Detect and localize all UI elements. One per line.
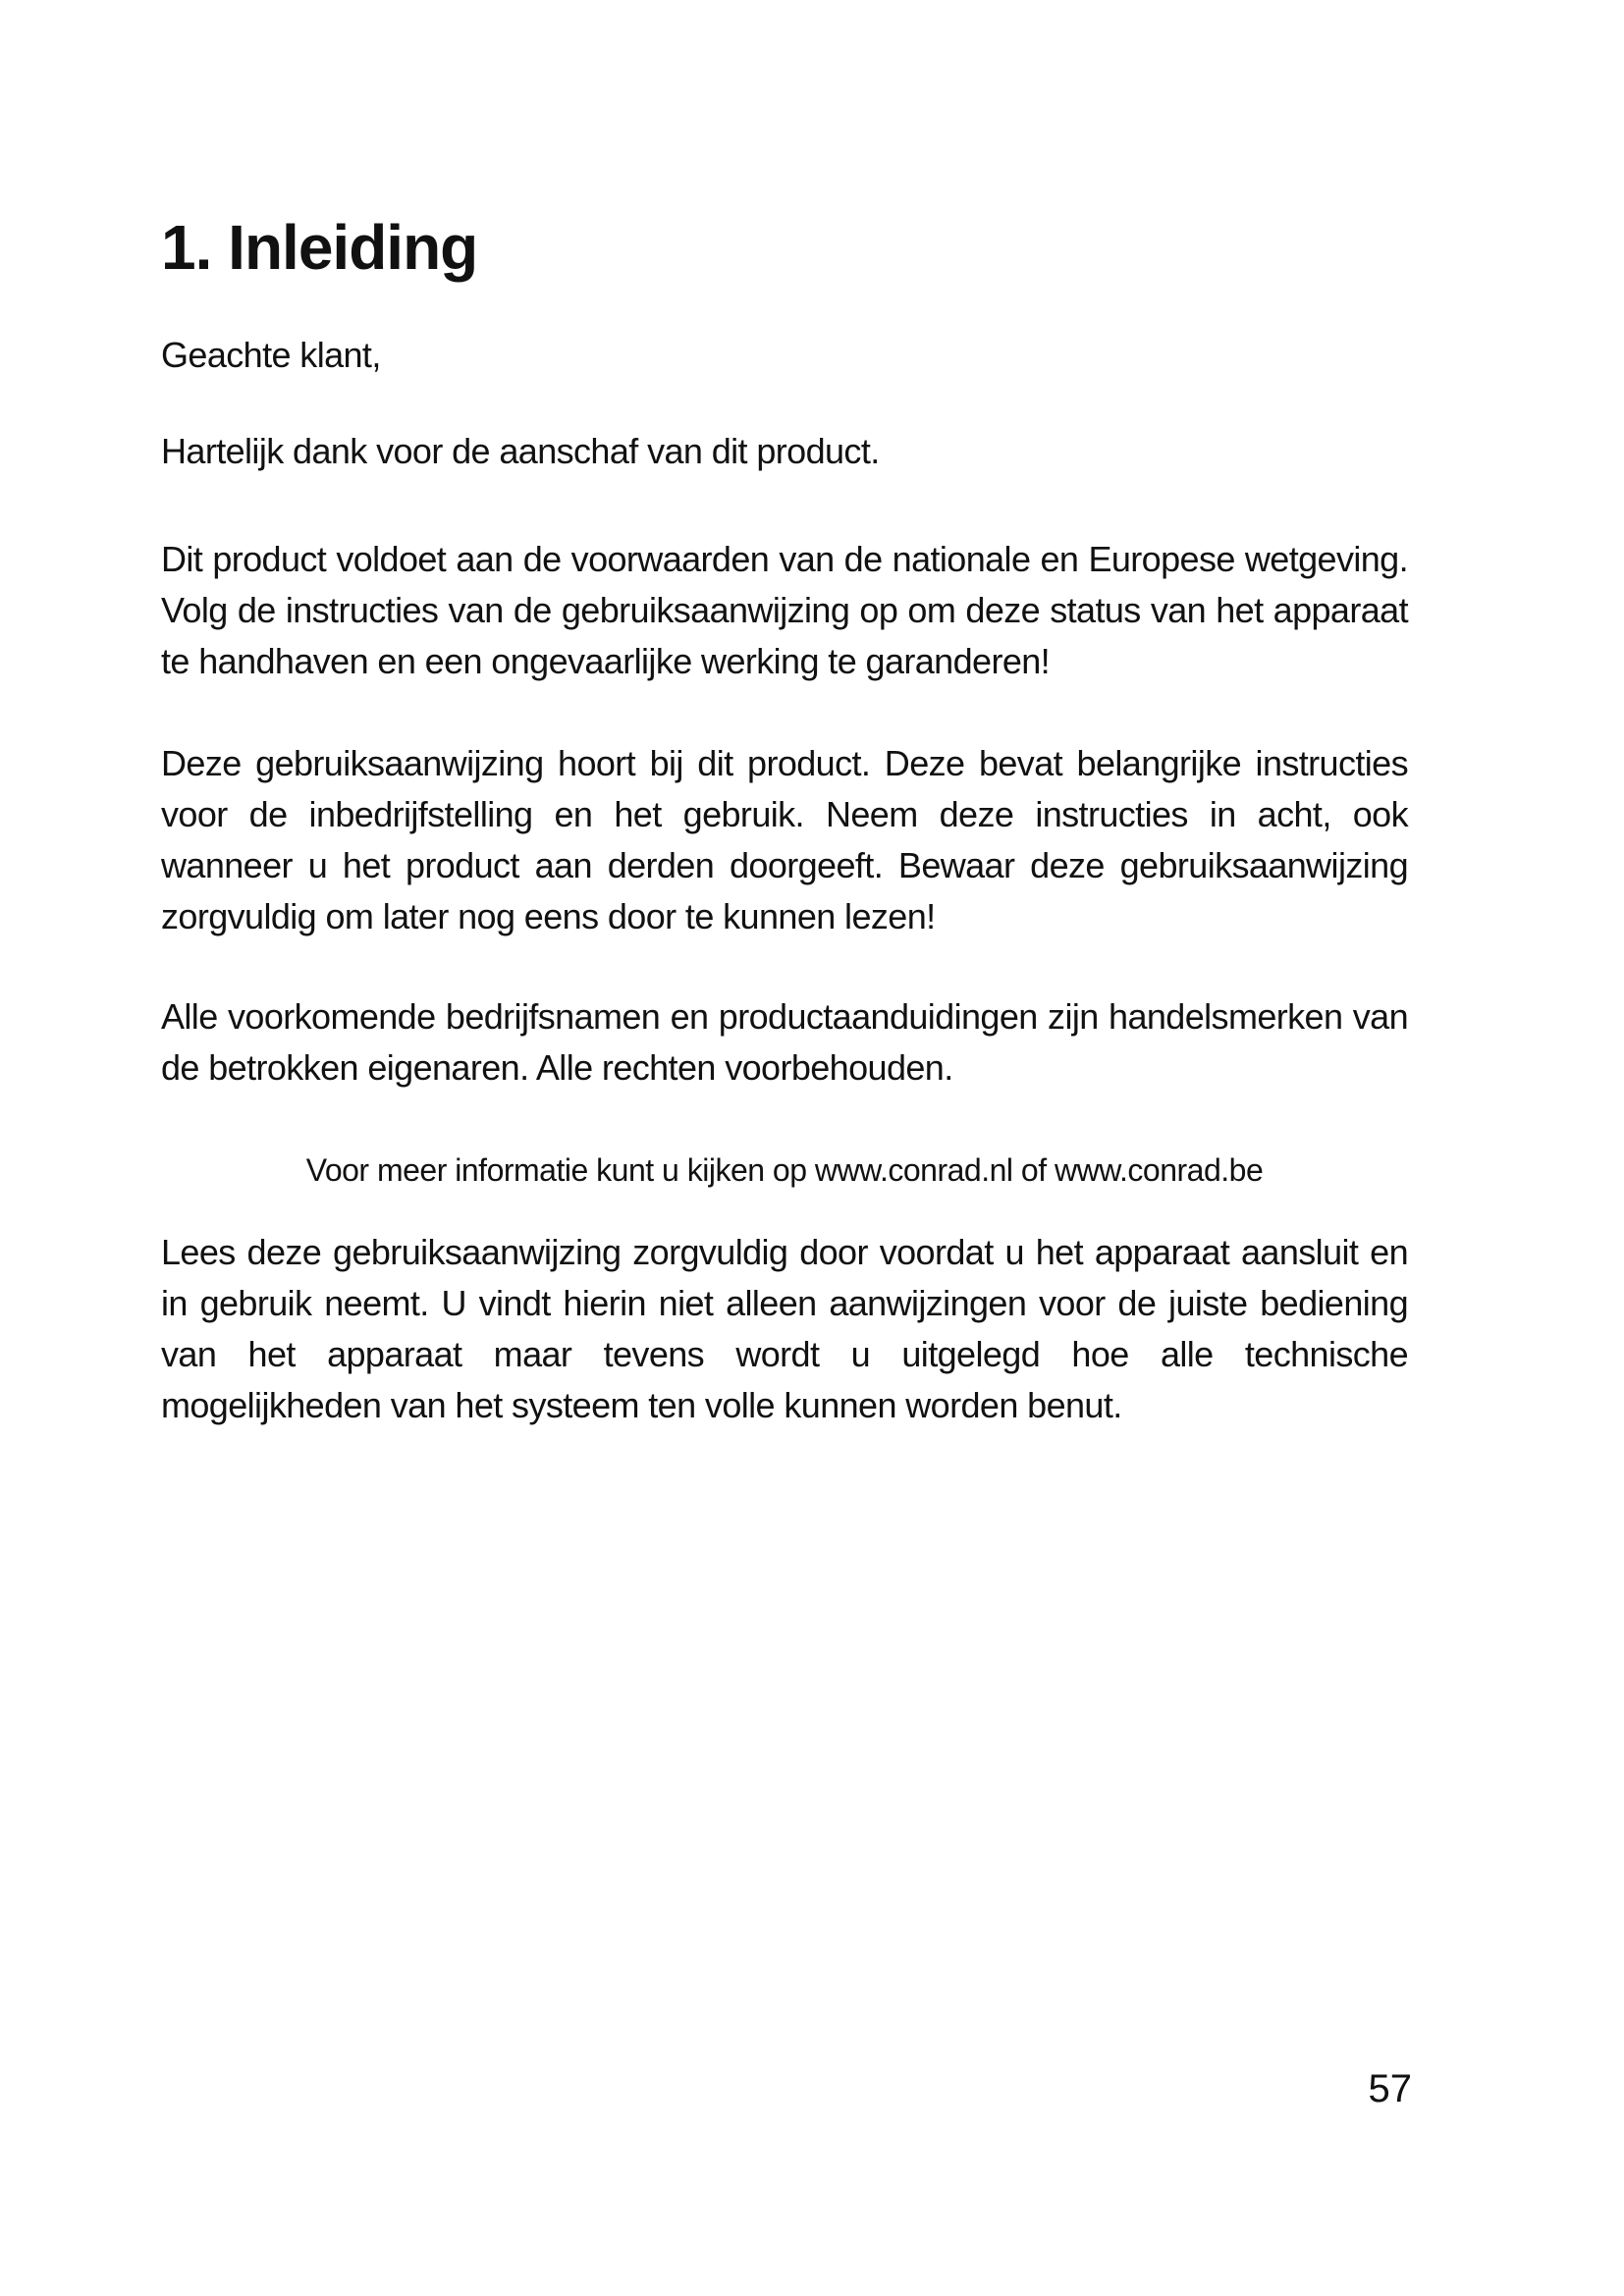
manual-paragraph: Deze gebruiksaanwijzing hoort bij dit product. Deze bevat belangrijke instructies voor de inbedrijfstelling en het gebruik. Neem deze instructies in acht, ook wanneer u het product aan derden doorgeeft. Bewaar deze gebruiksaanwijzing zorgvuldig om later nog eens door te kunnen lezen!: [161, 743, 1408, 936]
page-number: 57: [1368, 2067, 1412, 2110]
read-manual-paragraph: Lees deze gebruiksaanwijzing zorgvuldig door voordat u het apparaat aansluit en in gebruik neemt. U vindt hierin niet alleen aanwijzingen voor de juiste bediening van het apparaat maar tevens wordt u uitgelegd hoe alle technische mogelijkheden van het systeem ten volle kunnen worden benut.: [161, 1232, 1408, 1425]
thanks-text: Hartelijk dank voor de aanschaf van dit product.: [161, 431, 880, 471]
greeting-text: Geachte klant,: [161, 335, 381, 375]
section-heading: 1. Inleiding: [161, 212, 478, 283]
legislation-paragraph: Dit product voldoet aan de voorwaarden van de nationale en Europese wetgeving. Volg de instructies van de gebruiksaanwijzing op om deze status van het apparaat te handhaven en een ongevaarlijke werking te garanderen!: [161, 539, 1408, 681]
more-info-line: Voor meer informatie kunt u kijken op www.conrad.nl of www.conrad.be: [305, 1152, 1264, 1188]
trademarks-paragraph: Alle voorkomende bedrijfsnamen en productaanduidingen zijn handelsmerken van de betrokken eigenaren. Alle rechten voorbehouden.: [161, 996, 1408, 1088]
